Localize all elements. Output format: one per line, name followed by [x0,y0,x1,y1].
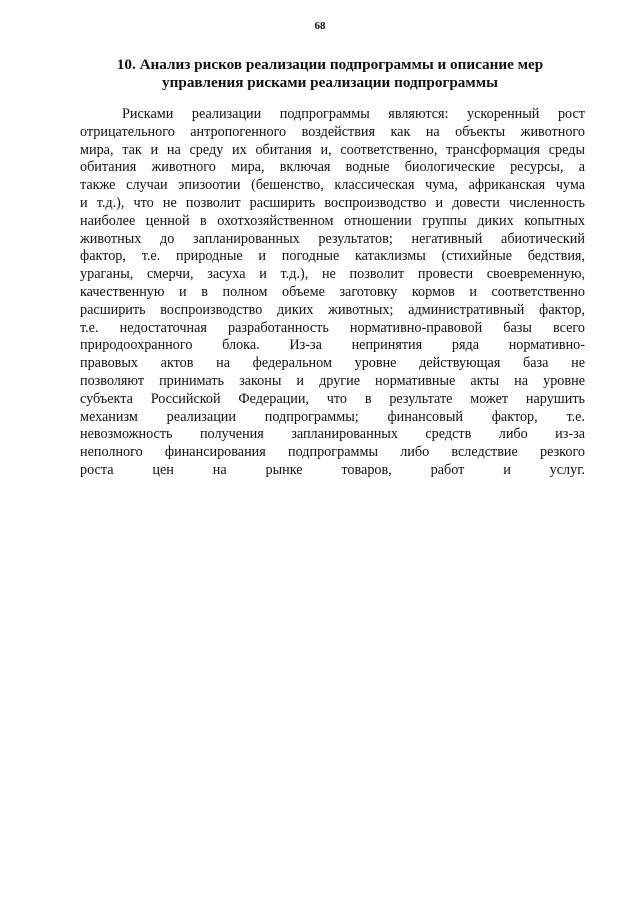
paragraph-line: фактор, т.е. природные и погодные катаклизмы (стихийные бедствия, [80,248,585,265]
paragraph-line: животных до запланированных результатов; негативный абиотический [80,230,585,247]
paragraph-line: ураганы, смерчи, засуха и т.д.), не позволит провести своевременную, [80,266,585,283]
section-heading-line-2: управления рисками реализации подпрограммы [162,74,498,91]
paragraph-line: механизм реализации подпрограммы; финансовый фактор, т.е. [80,408,585,425]
paragraph-line: правовых актов на федеральном уровне действующая база не [80,355,585,372]
page-number: 68 [314,20,326,32]
section-heading [80,56,580,92]
paragraph-line: также случаи эпизоотии (бешенство, классическая чума, африканская чума [80,177,585,194]
paragraph-line: расширить воспроизводство диких животных; административный фактор, [80,301,585,318]
section-heading-line-1: 10. Анализ рисков реализации подпрограммы и описание мер [116,56,544,73]
paragraph-line: неполного финансирования подпрограммы либо вследствие резкого [80,444,585,461]
risk-paragraph [80,106,585,480]
paragraph-line: субъекта Российской Федерации, что в результате может нарушить [80,390,585,407]
paragraph-line: невозможность получения запланированных средств либо из-за [80,426,585,443]
paragraph-line: и т.д.), что не позволит расширить воспроизводство и довести численность [80,194,585,211]
paragraph-line: наиболее ценной в охотхозяйственном отношении группы диких копытных [80,212,585,229]
paragraph-line: т.е. недостаточная разработанность нормативно-правовой базы всего [80,319,585,336]
paragraph-line: природоохранного блока. Из-за непринятия ряда нормативно- [80,337,585,354]
paragraph-line: Рисками реализации подпрограммы являются: ускоренный рост [122,106,585,122]
paragraph-line: роста цен на рынке товаров, работ и услуг. [80,461,585,478]
paragraph-line: мира, так и на среду их обитания и, соответственно, трансформация среды [80,141,585,158]
paragraph-line: качественную и в полном объеме заготовку кормов и соответственно [80,283,585,300]
paragraph-line: позволяют принимать законы и другие нормативные акты на уровне [80,372,585,389]
paragraph-line: обитания животного мира, включая водные биологические ресурсы, а [80,159,585,176]
paragraph-line: отрицательного антропогенного воздействия как на объекты животного [80,123,585,140]
